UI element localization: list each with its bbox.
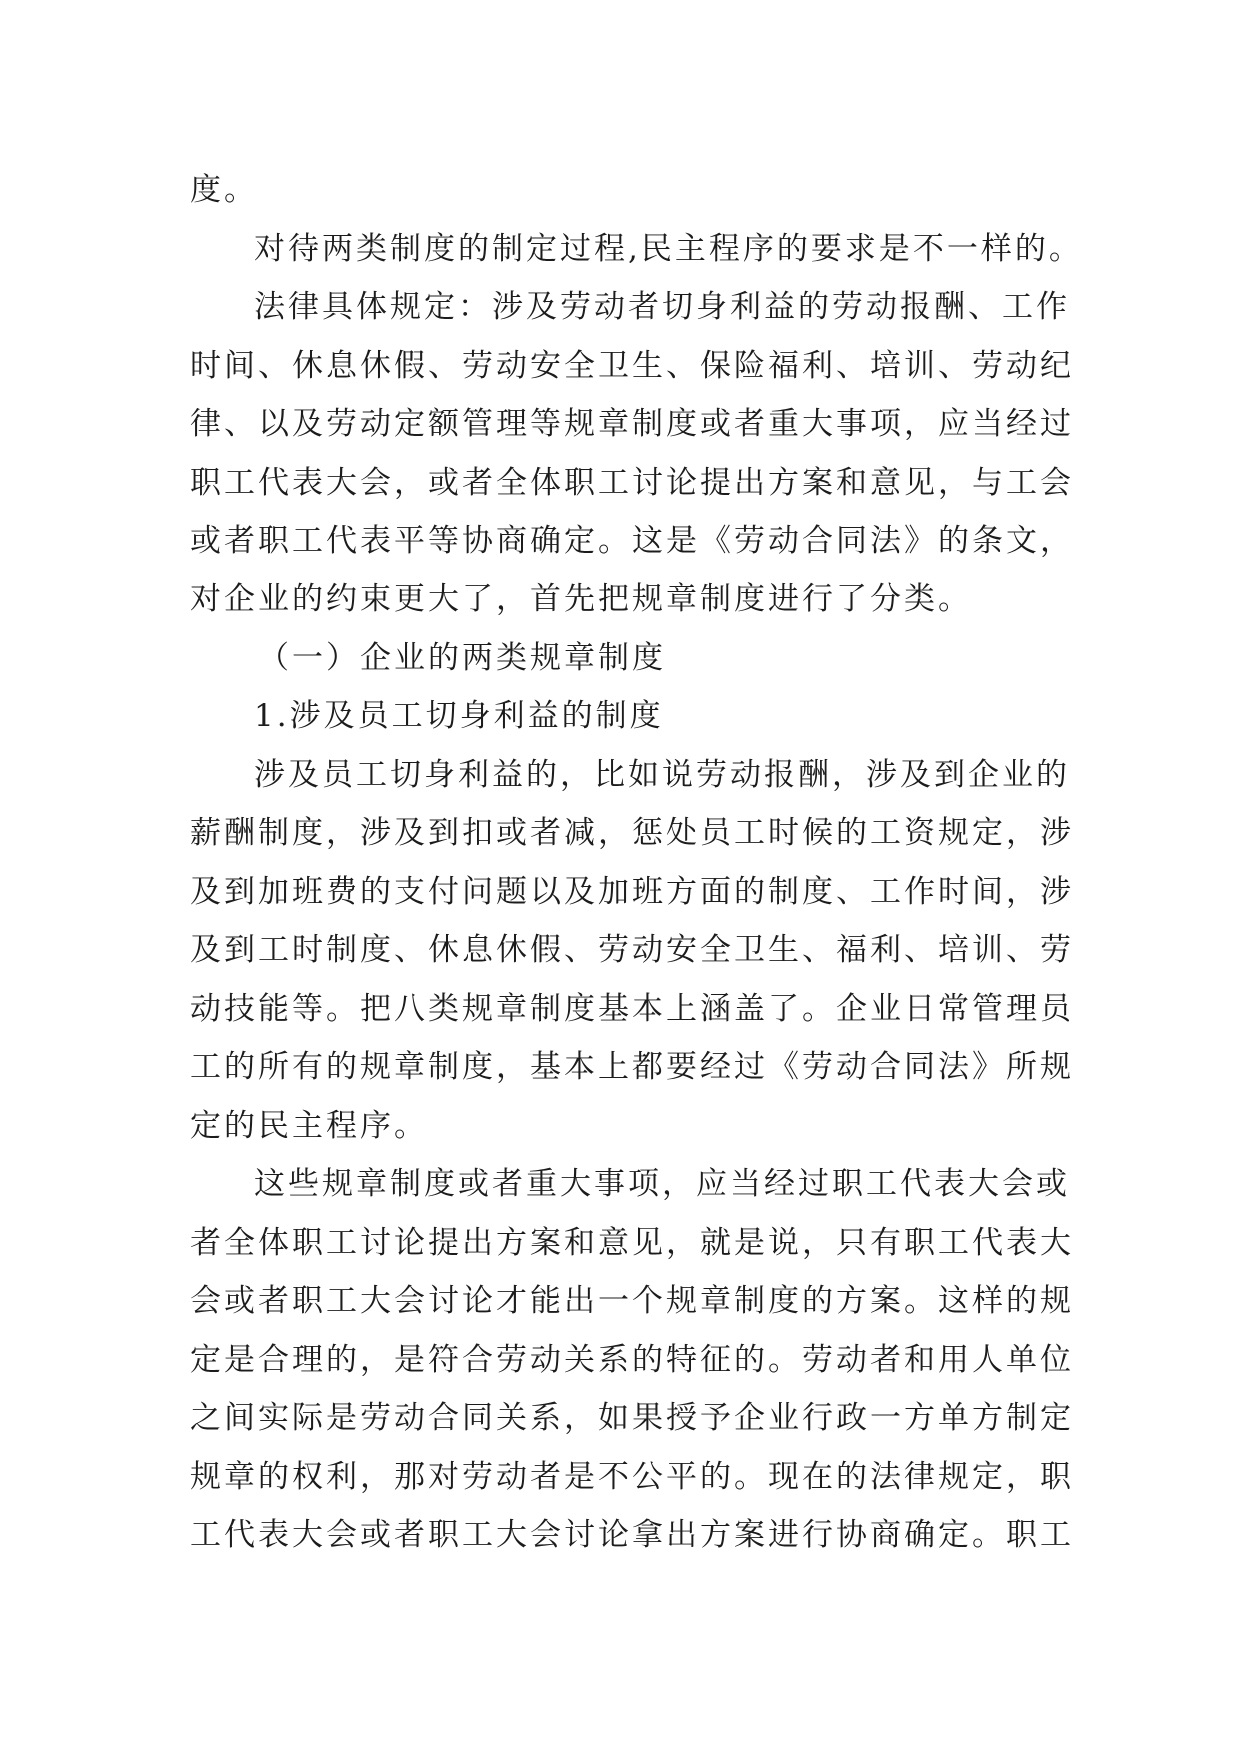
text-line: 者全体职工讨论提出方案和意见，就是说，只有职工代表大 [190, 1225, 1074, 1261]
text-line: 及到工时制度、休息休假、劳动安全卫生、福利、培训、劳 [190, 932, 1074, 968]
text-line: 法律具体规定：涉及劳动者切身利益的劳动报酬、工作 [254, 289, 1070, 325]
subsection-heading: 1.涉及员工切身利益的制度 [254, 698, 664, 734]
text-line: 动技能等。把八类规章制度基本上涵盖了。企业日常管理员 [190, 991, 1074, 1027]
text-line: 规章的权利，那对劳动者是不公平的。现在的法律规定，职 [190, 1459, 1074, 1495]
text-line: 会或者职工大会讨论才能出一个规章制度的方案。这样的规 [190, 1283, 1074, 1319]
text-line: 薪酬制度，涉及到扣或者减，惩处员工时候的工资规定，涉 [190, 815, 1074, 851]
text-line: 对待两类制度的制定过程,民主程序的要求是不一样的。 [254, 231, 1083, 267]
text-line: 对企业的约束更大了，首先把规章制度进行了分类。 [190, 581, 972, 617]
text-line: 定的民主程序。 [190, 1108, 428, 1144]
section-heading: （一）企业的两类规章制度 [258, 640, 666, 676]
text-line: 工代表大会或者职工大会讨论拿出方案进行协商确定。职工 [190, 1517, 1074, 1553]
text-line: 律、以及劳动定额管理等规章制度或者重大事项，应当经过 [190, 406, 1074, 442]
text-line: 及到加班费的支付问题以及加班方面的制度、工作时间，涉 [190, 874, 1074, 910]
text-line: 职工代表大会，或者全体职工讨论提出方案和意见，与工会 [190, 465, 1074, 501]
text-line: 涉及员工切身利益的，比如说劳动报酬，涉及到企业的 [254, 757, 1070, 793]
text-line: 时间、休息休假、劳动安全卫生、保险福利、培训、劳动纪 [190, 348, 1074, 384]
text-line: 定是合理的，是符合劳动关系的特征的。劳动者和用人单位 [190, 1342, 1074, 1378]
text-line: 工的所有的规章制度，基本上都要经过《劳动合同法》所规 [190, 1049, 1074, 1085]
text-line: 度。 [190, 172, 258, 208]
text-line: 之间实际是劳动合同关系，如果授予企业行政一方单方制定 [190, 1400, 1074, 1436]
text-line: 这些规章制度或者重大事项，应当经过职工代表大会或 [254, 1166, 1070, 1202]
text-line: 或者职工代表平等协商确定。这是《劳动合同法》的条文， [190, 523, 1074, 559]
